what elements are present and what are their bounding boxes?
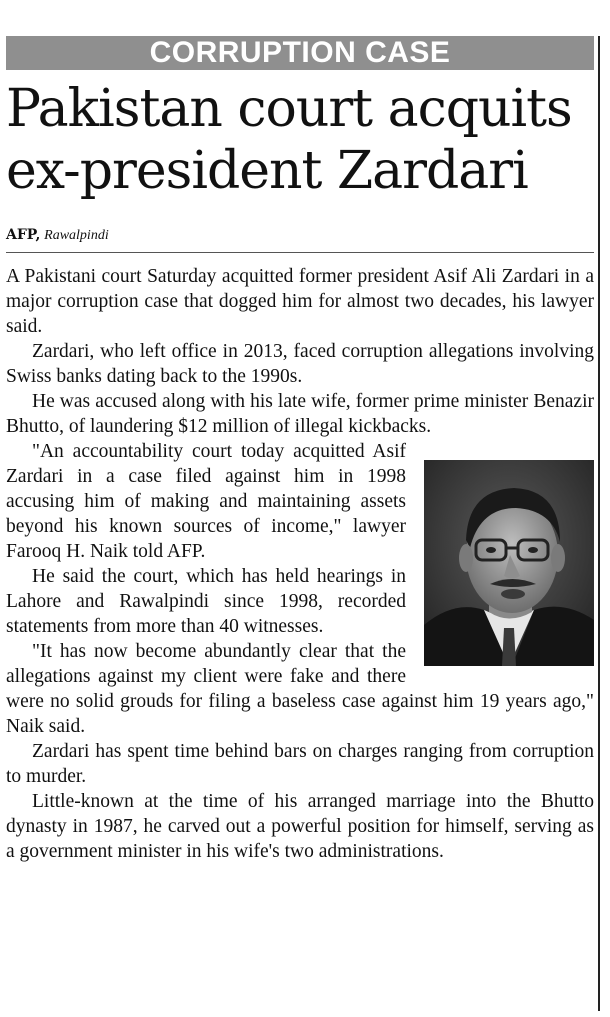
byline-place: Rawalpindi — [44, 228, 109, 243]
byline-agency: AFP, — [6, 227, 41, 243]
column-rule — [598, 36, 600, 1011]
paragraph: "It has now become abundantly clear that the allegations against my client were fake and there were no solid grouds for filing a baseless case against him 19 years ago," Naik said. — [6, 641, 594, 737]
headline: Pakistan court acquits ex-president Zardari — [6, 79, 572, 201]
paragraph: Little-known at the time of his arranged marriage into the Bhutto dynasty in 1987, he carved out a powerful position for himself, serving as a government minister in his wife's two administrations. — [6, 791, 594, 862]
paragraph: Zardari has spent time behind bars on charges ranging from corruption to murder. — [6, 741, 594, 787]
article-body — [6, 264, 594, 864]
paragraph: A Pakistani court Saturday acquitted former president Asif Ali Zardari in a major corruption case that dogged him for almost two decades, his lawyer said. — [6, 266, 594, 337]
paragraph: Zardari, who left office in 2013, faced corruption allegations involving Swiss banks dating back to the 1990s. — [6, 341, 594, 387]
byline — [6, 226, 109, 245]
paragraph: "An accountability court today acquitted Asif Zardari in a case filed against him in 1998 accusing him of making and maintaining assets beyond his known sources of income," lawyer Farooq H. Naik told AFP. — [6, 441, 406, 562]
portrait-photo — [424, 460, 594, 666]
paragraph: He was accused along with his late wife, former prime minister Benazir Bhutto, of laundering $12 million of illegal kickbacks. — [6, 391, 594, 437]
section-kicker: CORRUPTION CASE — [6, 36, 594, 70]
paragraph: He said the court, which has held hearings in Lahore and Rawalpindi since 1998, recorded statements from more than 40 witnesses. — [6, 566, 406, 637]
byline-divider — [6, 252, 594, 253]
